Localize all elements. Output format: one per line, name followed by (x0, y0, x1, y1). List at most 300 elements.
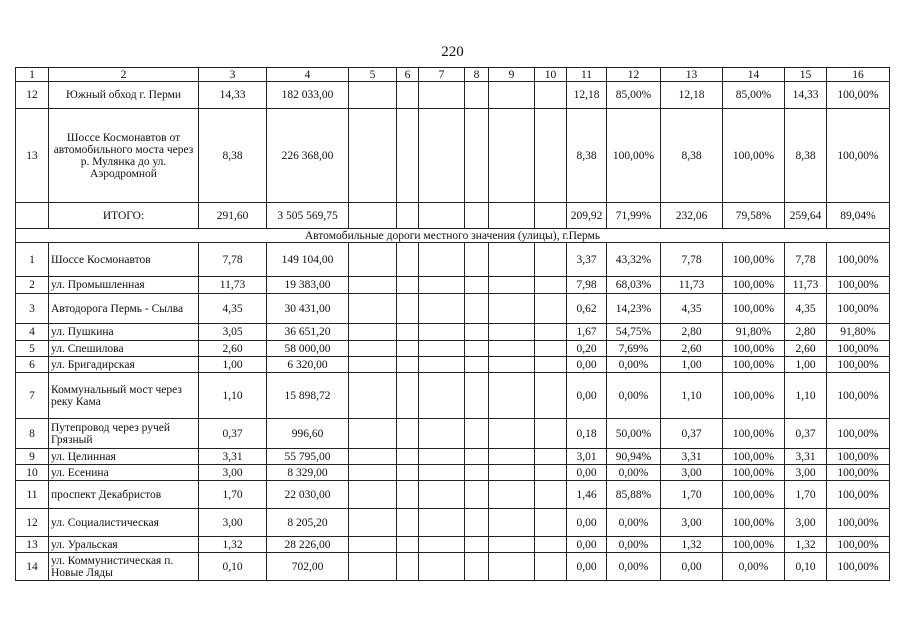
empty-cell (397, 203, 419, 229)
table-row (16, 357, 890, 373)
row-number: 5 (16, 341, 49, 357)
cell-col-16: 100,00% (827, 373, 890, 419)
empty-cell (397, 419, 419, 449)
row-number: 4 (16, 324, 49, 341)
table-row (16, 243, 890, 277)
row-number: 13 (16, 109, 49, 203)
cell-col-11: 0,62 (567, 294, 607, 324)
table-row (16, 324, 890, 341)
cell-col-4: 996,60 (267, 419, 349, 449)
empty-cell (535, 357, 567, 373)
column-number-15: 15 (785, 68, 827, 82)
empty-cell (419, 324, 465, 341)
cell-col-14: 100,00% (723, 449, 785, 465)
table-row (16, 537, 890, 553)
row-number: 12 (16, 82, 49, 109)
empty-cell (419, 243, 465, 277)
cell-col-4: 19 383,00 (267, 277, 349, 294)
cell-col-11: 209,92 (567, 203, 607, 229)
cell-col-11: 0,20 (567, 341, 607, 357)
column-number-2: 2 (49, 68, 199, 82)
cell-col-13: 0,00 (661, 553, 723, 581)
empty-cell (349, 373, 397, 419)
empty-cell (349, 553, 397, 581)
road-name: ул. Промышленная (49, 277, 199, 294)
cell-col-3: 1,00 (199, 357, 267, 373)
cell-col-15: 2,80 (785, 324, 827, 341)
cell-col-16: 100,00% (827, 419, 890, 449)
cell-col-13: 1,32 (661, 537, 723, 553)
empty-cell (489, 449, 535, 465)
cell-col-3: 11,73 (199, 277, 267, 294)
column-number-16: 16 (827, 68, 890, 82)
cell-col-13: 0,37 (661, 419, 723, 449)
cell-col-3: 1,70 (199, 481, 267, 509)
cell-col-12: 50,00% (607, 419, 661, 449)
cell-col-16: 100,00% (827, 553, 890, 581)
cell-col-13: 3,00 (661, 465, 723, 481)
empty-cell (465, 373, 489, 419)
cell-col-4: 55 795,00 (267, 449, 349, 465)
empty-cell (419, 537, 465, 553)
cell-col-11: 0,00 (567, 553, 607, 581)
cell-col-14: 100,00% (723, 243, 785, 277)
empty-cell (465, 341, 489, 357)
row-number: 1 (16, 243, 49, 277)
cell-col-11: 1,46 (567, 481, 607, 509)
empty-cell (397, 277, 419, 294)
cell-col-15: 8,38 (785, 109, 827, 203)
column-number-1: 1 (16, 68, 49, 82)
row-number: 6 (16, 357, 49, 373)
road-name: ул. Пушкина (49, 324, 199, 341)
empty-cell (465, 82, 489, 109)
empty-cell (489, 82, 535, 109)
cell-col-16: 100,00% (827, 509, 890, 537)
road-name: ул. Целинная (49, 449, 199, 465)
row-number (16, 203, 49, 229)
empty-cell (397, 537, 419, 553)
empty-cell (489, 294, 535, 324)
cell-col-4: 30 431,00 (267, 294, 349, 324)
cell-col-14: 100,00% (723, 373, 785, 419)
cell-col-15: 4,35 (785, 294, 827, 324)
empty-cell (465, 449, 489, 465)
cell-col-12: 68,03% (607, 277, 661, 294)
cell-col-13: 2,60 (661, 341, 723, 357)
cell-col-12: 85,88% (607, 481, 661, 509)
empty-cell (489, 357, 535, 373)
cell-col-15: 1,70 (785, 481, 827, 509)
cell-col-12: 90,94% (607, 449, 661, 465)
cell-col-3: 3,00 (199, 465, 267, 481)
cell-col-15: 1,10 (785, 373, 827, 419)
cell-col-14: 85,00% (723, 82, 785, 109)
cell-col-11: 1,67 (567, 324, 607, 341)
cell-col-16: 100,00% (827, 357, 890, 373)
empty-cell (397, 553, 419, 581)
cell-col-15: 11,73 (785, 277, 827, 294)
cell-col-14: 91,80% (723, 324, 785, 341)
cell-col-13: 7,78 (661, 243, 723, 277)
cell-col-14: 100,00% (723, 357, 785, 373)
cell-col-12: 85,00% (607, 82, 661, 109)
table-row (16, 294, 890, 324)
table-row (16, 419, 890, 449)
roads-table (15, 67, 890, 581)
cell-col-13: 1,00 (661, 357, 723, 373)
empty-cell (419, 419, 465, 449)
cell-col-14: 100,00% (723, 294, 785, 324)
cell-col-16: 100,00% (827, 481, 890, 509)
cell-col-12: 0,00% (607, 357, 661, 373)
column-number-10: 10 (535, 68, 567, 82)
cell-col-12: 0,00% (607, 537, 661, 553)
empty-cell (489, 419, 535, 449)
empty-cell (349, 449, 397, 465)
cell-col-4: 36 651,20 (267, 324, 349, 341)
cell-col-11: 8,38 (567, 109, 607, 203)
empty-cell (489, 537, 535, 553)
cell-col-12: 14,23% (607, 294, 661, 324)
cell-col-12: 7,69% (607, 341, 661, 357)
empty-cell (349, 465, 397, 481)
empty-cell (489, 509, 535, 537)
empty-cell (465, 203, 489, 229)
cell-col-4: 6 320,00 (267, 357, 349, 373)
empty-cell (419, 294, 465, 324)
road-name: ул. Уральская (49, 537, 199, 553)
cell-col-4: 22 030,00 (267, 481, 349, 509)
empty-cell (465, 294, 489, 324)
cell-col-3: 3,31 (199, 449, 267, 465)
cell-col-11: 0,00 (567, 357, 607, 373)
cell-col-3: 2,60 (199, 341, 267, 357)
cell-col-11: 0,00 (567, 465, 607, 481)
empty-cell (349, 357, 397, 373)
table-row (16, 109, 890, 203)
cell-col-14: 100,00% (723, 277, 785, 294)
cell-col-13: 1,10 (661, 373, 723, 419)
total-row (16, 203, 890, 229)
cell-col-11: 3,37 (567, 243, 607, 277)
cell-col-11: 0,18 (567, 419, 607, 449)
cell-col-11: 0,00 (567, 373, 607, 419)
table-body (16, 68, 890, 581)
road-name: ул. Коммунистическая п. Новые Ляды (49, 553, 199, 581)
empty-cell (349, 481, 397, 509)
empty-cell (535, 294, 567, 324)
table-row (16, 373, 890, 419)
row-number: 11 (16, 481, 49, 509)
cell-col-4: 58 000,00 (267, 341, 349, 357)
empty-cell (535, 341, 567, 357)
road-name: ул. Социалистическая (49, 509, 199, 537)
empty-cell (535, 537, 567, 553)
column-number-header-row (16, 68, 890, 82)
cell-col-11: 0,00 (567, 537, 607, 553)
cell-col-11: 3,01 (567, 449, 607, 465)
empty-cell (489, 465, 535, 481)
cell-col-16: 100,00% (827, 341, 890, 357)
empty-cell (419, 277, 465, 294)
row-number: 10 (16, 465, 49, 481)
road-name: ул. Есенина (49, 465, 199, 481)
cell-col-4: 226 368,00 (267, 109, 349, 203)
empty-cell (489, 481, 535, 509)
column-number-14: 14 (723, 68, 785, 82)
page-number: 220 (441, 44, 464, 60)
empty-cell (535, 419, 567, 449)
empty-cell (489, 203, 535, 229)
cell-col-12: 0,00% (607, 373, 661, 419)
empty-cell (489, 109, 535, 203)
empty-cell (489, 373, 535, 419)
road-name: Коммунальный мост через реку Кама (49, 373, 199, 419)
empty-cell (397, 294, 419, 324)
empty-cell (535, 109, 567, 203)
empty-cell (397, 373, 419, 419)
empty-cell (397, 357, 419, 373)
empty-cell (349, 82, 397, 109)
cell-col-15: 1,32 (785, 537, 827, 553)
cell-col-16: 100,00% (827, 465, 890, 481)
cell-col-14: 100,00% (723, 481, 785, 509)
empty-cell (535, 553, 567, 581)
road-name: ИТОГО: (49, 203, 199, 229)
cell-col-12: 71,99% (607, 203, 661, 229)
section-header-row (16, 229, 890, 243)
cell-col-3: 4,35 (199, 294, 267, 324)
cell-col-4: 8 329,00 (267, 465, 349, 481)
cell-col-12: 0,00% (607, 509, 661, 537)
empty-cell (397, 465, 419, 481)
empty-cell (349, 294, 397, 324)
cell-col-4: 149 104,00 (267, 243, 349, 277)
cell-col-3: 291,60 (199, 203, 267, 229)
cell-col-15: 3,31 (785, 449, 827, 465)
cell-col-13: 3,00 (661, 509, 723, 537)
cell-col-14: 100,00% (723, 109, 785, 203)
empty-cell (397, 324, 419, 341)
empty-cell (489, 324, 535, 341)
cell-col-15: 0,10 (785, 553, 827, 581)
empty-cell (465, 419, 489, 449)
road-name: Шоссе Космонавтов от автомобильного моста через р. Мулянка до ул. Аэродромной (49, 109, 199, 203)
column-number-4: 4 (267, 68, 349, 82)
empty-cell (397, 449, 419, 465)
cell-col-3: 1,10 (199, 373, 267, 419)
road-name: ул. Спешилова (49, 341, 199, 357)
cell-col-15: 1,00 (785, 357, 827, 373)
empty-cell (349, 341, 397, 357)
road-name: Шоссе Космонавтов (49, 243, 199, 277)
cell-col-15: 3,00 (785, 465, 827, 481)
row-number: 9 (16, 449, 49, 465)
empty-cell (465, 509, 489, 537)
cell-col-16: 100,00% (827, 277, 890, 294)
row-number: 14 (16, 553, 49, 581)
empty-cell (349, 324, 397, 341)
table-row (16, 553, 890, 581)
cell-col-3: 1,32 (199, 537, 267, 553)
cell-col-3: 7,78 (199, 243, 267, 277)
cell-col-12: 0,00% (607, 465, 661, 481)
empty-cell (397, 481, 419, 509)
cell-col-12: 100,00% (607, 109, 661, 203)
table-row (16, 481, 890, 509)
cell-col-16: 100,00% (827, 294, 890, 324)
empty-cell (397, 509, 419, 537)
empty-cell (535, 465, 567, 481)
empty-cell (465, 465, 489, 481)
cell-col-4: 182 033,00 (267, 82, 349, 109)
empty-cell (535, 449, 567, 465)
cell-col-13: 11,73 (661, 277, 723, 294)
empty-cell (349, 537, 397, 553)
cell-col-3: 3,00 (199, 509, 267, 537)
row-number: 3 (16, 294, 49, 324)
table-row (16, 341, 890, 357)
cell-col-13: 2,80 (661, 324, 723, 341)
cell-col-16: 100,00% (827, 82, 890, 109)
cell-col-3: 0,37 (199, 419, 267, 449)
empty-cell (465, 243, 489, 277)
row-number: 7 (16, 373, 49, 419)
cell-col-4: 28 226,00 (267, 537, 349, 553)
empty-cell (489, 341, 535, 357)
cell-col-14: 100,00% (723, 537, 785, 553)
table-row (16, 277, 890, 294)
cell-col-15: 259,64 (785, 203, 827, 229)
cell-col-14: 79,58% (723, 203, 785, 229)
cell-col-13: 8,38 (661, 109, 723, 203)
empty-cell (535, 324, 567, 341)
cell-col-12: 0,00% (607, 553, 661, 581)
empty-cell (465, 324, 489, 341)
cell-col-15: 2,60 (785, 341, 827, 357)
empty-cell (465, 357, 489, 373)
cell-col-16: 100,00% (827, 449, 890, 465)
table-row (16, 509, 890, 537)
empty-cell (397, 109, 419, 203)
cell-col-16: 100,00% (827, 109, 890, 203)
empty-cell (535, 243, 567, 277)
cell-col-14: 100,00% (723, 465, 785, 481)
cell-col-14: 100,00% (723, 509, 785, 537)
cell-col-13: 3,31 (661, 449, 723, 465)
empty-cell (489, 553, 535, 581)
empty-cell (419, 449, 465, 465)
cell-col-15: 3,00 (785, 509, 827, 537)
cell-col-4: 15 898,72 (267, 373, 349, 419)
section-title: Автомобильные дороги местного значения (улицы), г.Пермь (16, 229, 890, 243)
cell-col-16: 100,00% (827, 537, 890, 553)
empty-cell (419, 357, 465, 373)
empty-cell (397, 341, 419, 357)
empty-cell (419, 341, 465, 357)
empty-cell (535, 203, 567, 229)
row-number: 2 (16, 277, 49, 294)
table-row (16, 82, 890, 109)
cell-col-13: 1,70 (661, 481, 723, 509)
empty-cell (535, 277, 567, 294)
cell-col-3: 14,33 (199, 82, 267, 109)
empty-cell (535, 82, 567, 109)
cell-col-11: 7,98 (567, 277, 607, 294)
empty-cell (419, 553, 465, 581)
cell-col-3: 8,38 (199, 109, 267, 203)
column-number-6: 6 (397, 68, 419, 82)
cell-col-3: 0,10 (199, 553, 267, 581)
empty-cell (489, 277, 535, 294)
cell-col-11: 12,18 (567, 82, 607, 109)
empty-cell (465, 109, 489, 203)
empty-cell (349, 419, 397, 449)
empty-cell (397, 243, 419, 277)
cell-col-14: 100,00% (723, 341, 785, 357)
cell-col-12: 54,75% (607, 324, 661, 341)
cell-col-13: 4,35 (661, 294, 723, 324)
empty-cell (419, 109, 465, 203)
column-number-12: 12 (607, 68, 661, 82)
cell-col-11: 0,00 (567, 509, 607, 537)
column-number-3: 3 (199, 68, 267, 82)
cell-col-16: 100,00% (827, 243, 890, 277)
cell-col-16: 89,04% (827, 203, 890, 229)
cell-col-16: 91,80% (827, 324, 890, 341)
cell-col-12: 43,32% (607, 243, 661, 277)
cell-col-4: 8 205,20 (267, 509, 349, 537)
column-number-11: 11 (567, 68, 607, 82)
cell-col-15: 0,37 (785, 419, 827, 449)
column-number-5: 5 (349, 68, 397, 82)
empty-cell (419, 373, 465, 419)
empty-cell (465, 481, 489, 509)
empty-cell (349, 109, 397, 203)
column-number-7: 7 (419, 68, 465, 82)
cell-col-3: 3,05 (199, 324, 267, 341)
empty-cell (465, 537, 489, 553)
empty-cell (489, 243, 535, 277)
road-name: Южный обход г. Перми (49, 82, 199, 109)
empty-cell (349, 243, 397, 277)
empty-cell (419, 82, 465, 109)
cell-col-4: 3 505 569,75 (267, 203, 349, 229)
cell-col-14: 0,00% (723, 553, 785, 581)
column-number-9: 9 (489, 68, 535, 82)
road-name: Автодорога Пермь - Сылва (49, 294, 199, 324)
empty-cell (419, 481, 465, 509)
empty-cell (349, 509, 397, 537)
empty-cell (465, 277, 489, 294)
cell-col-15: 14,33 (785, 82, 827, 109)
road-name: проспект Декабристов (49, 481, 199, 509)
row-number: 13 (16, 537, 49, 553)
row-number: 12 (16, 509, 49, 537)
cell-col-13: 232,06 (661, 203, 723, 229)
empty-cell (535, 509, 567, 537)
cell-col-4: 702,00 (267, 553, 349, 581)
cell-col-15: 7,78 (785, 243, 827, 277)
empty-cell (419, 203, 465, 229)
empty-cell (419, 465, 465, 481)
cell-col-13: 12,18 (661, 82, 723, 109)
table-row (16, 449, 890, 465)
empty-cell (349, 203, 397, 229)
row-number: 8 (16, 419, 49, 449)
empty-cell (465, 553, 489, 581)
